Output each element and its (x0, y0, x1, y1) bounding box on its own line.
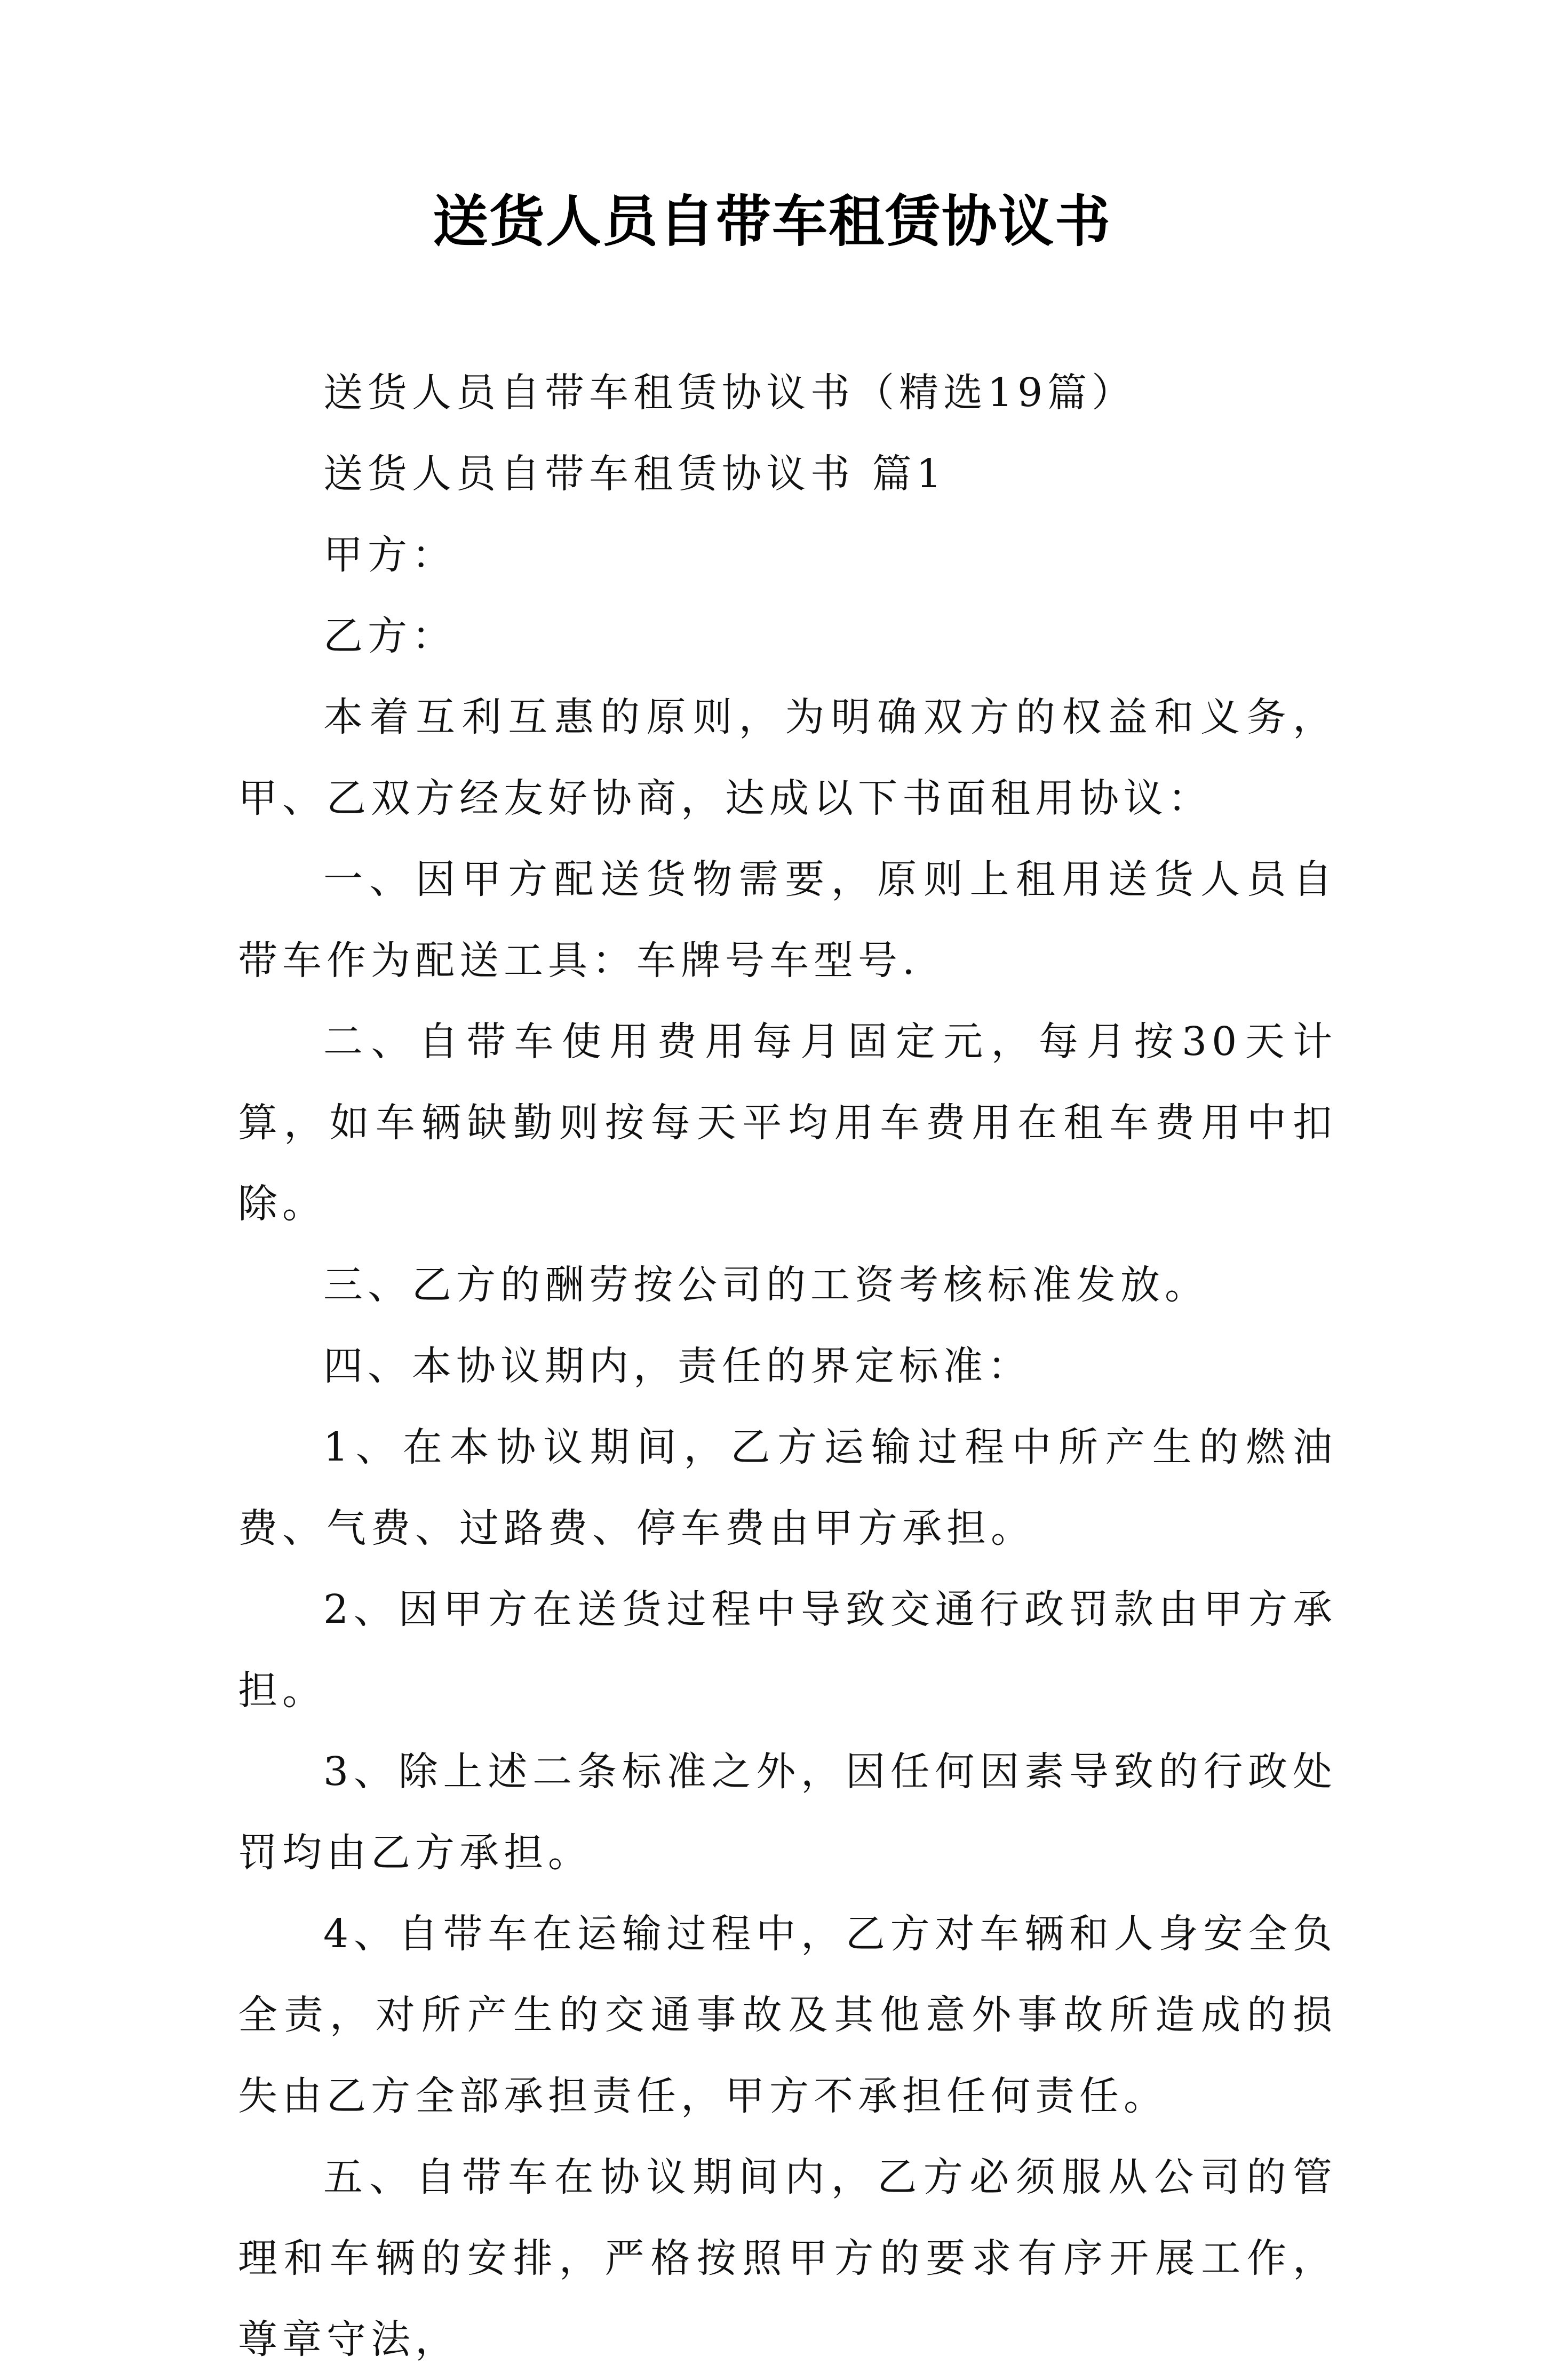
paragraph-party-b: 乙方： (323, 613, 456, 659)
paragraph-subtitle: 送货人员自带车租赁协议书（精选19篇） (323, 370, 1136, 416)
document-body (238, 352, 1337, 2380)
paragraph-party-a: 甲方： (323, 532, 456, 578)
paragraph-clause-4-item-3: 3、除上述二条标准之外，因任何因素导致的行政处罚均由乙方承担。 (238, 1749, 1337, 1876)
document-title: 送货人员自带车租赁协议书 (432, 188, 1111, 254)
paragraph-clause-4: 四、本协议期内，责任的界定标准： (323, 1343, 1032, 1389)
paragraph-clause-2: 二、自带车使用费用每月固定元，每月按30天计算，如车辆缺勤则按每天平均用车费用在租车费用中扣除。 (238, 1019, 1337, 1227)
paragraph-clause-4-item-1: 1、在本协议期间，乙方运输过程中所产生的燃油费、气费、过路费、停车费由甲方承担。 (238, 1424, 1337, 1551)
paragraph-preamble: 本着互利互惠的原则，为明确双方的权益和义务，甲、乙双方经友好协商，达成以下书面租用协议： (238, 694, 1337, 821)
paragraph-clause-4-item-4: 4、自带车在运输过程中，乙方对车辆和人身安全负全责，对所产生的交通事故及其他意外事故所造成的损失由乙方全部承担责任，甲方不承担任何责任。 (238, 1911, 1337, 2119)
paragraph-clause-4-item-2: 2、因甲方在送货过程中导致交通行政罚款由甲方承担。 (238, 1586, 1337, 1713)
paragraph-clause-1: 一、因甲方配送货物需要，原则上租用送货人员自带车作为配送工具：车牌号车型号. (238, 856, 1337, 983)
paragraph-clause-5: 五、自带车在协议期间内，乙方必须服从公司的管理和车辆的安排，严格按照甲方的要求有序开展工作，尊章守法， (238, 2154, 1337, 2362)
paragraph-clause-3: 三、乙方的酬劳按公司的工资考核标准发放。 (323, 1262, 1209, 1308)
paragraph-section-heading: 送货人员自带车租赁协议书 篇1 (323, 451, 946, 497)
